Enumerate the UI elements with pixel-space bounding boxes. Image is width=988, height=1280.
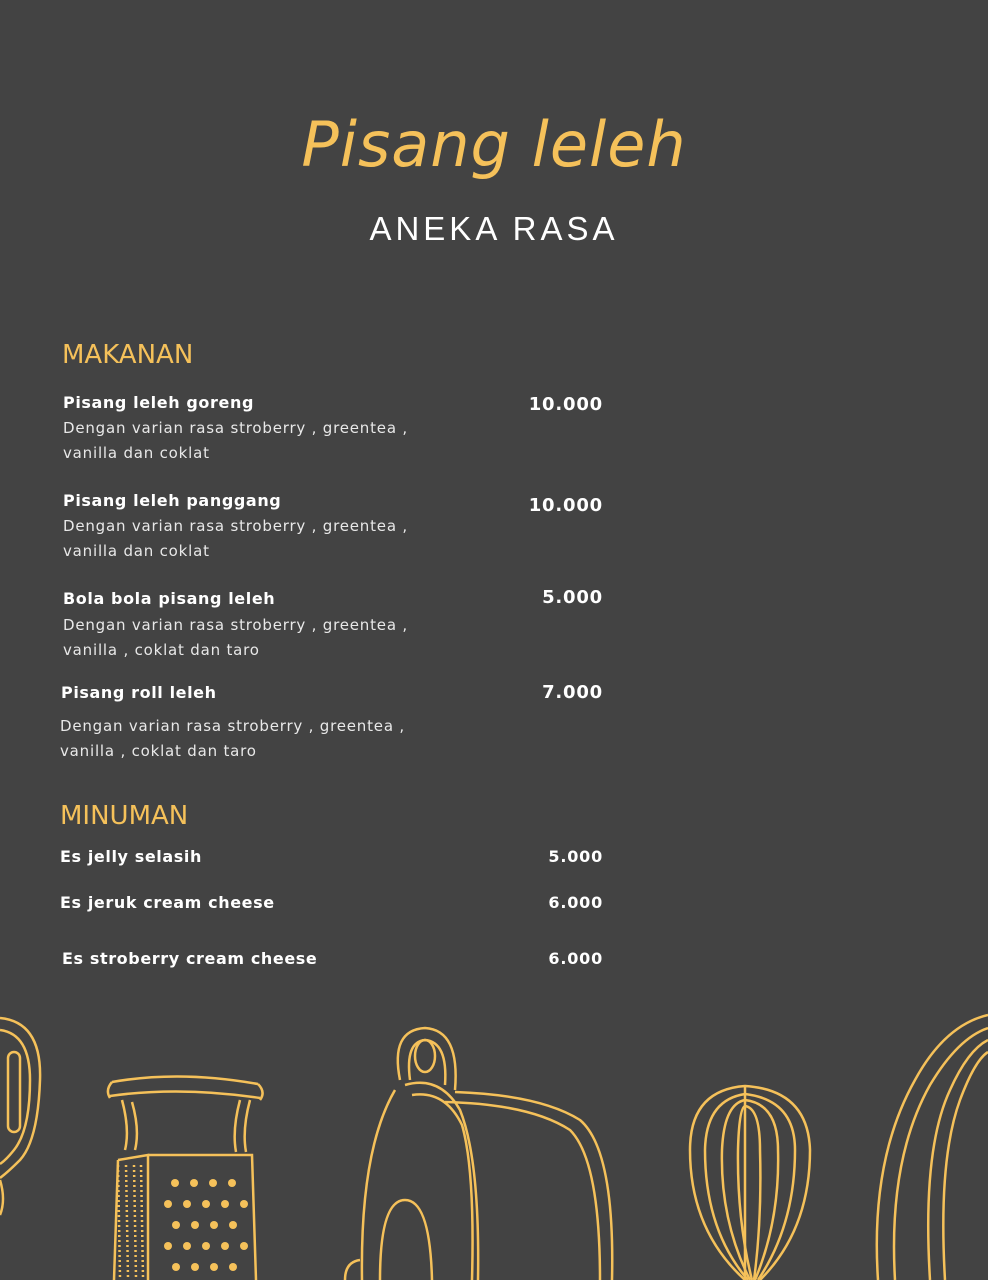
description-line: vanilla dan coklat xyxy=(63,542,210,560)
pot-icon xyxy=(345,1028,612,1280)
menu-item-name: Pisang roll leleh xyxy=(61,683,217,702)
grater-icon xyxy=(108,1076,263,1280)
description-line: vanilla dan coklat xyxy=(63,444,210,462)
menu-item-name: Pisang leleh panggang xyxy=(63,491,282,510)
page-subtitle: ANEKA RASA xyxy=(369,210,619,247)
menu-item-name: Es stroberry cream cheese xyxy=(62,949,318,968)
description-line: vanilla , coklat dan taro xyxy=(60,742,257,760)
menu-item-price: 7.000 xyxy=(542,682,603,703)
menu-item-name: Bola bola pisang leleh xyxy=(63,589,276,608)
section-heading-makanan: MAKANAN xyxy=(62,340,194,370)
description-line: Dengan varian rasa stroberry , greentea , xyxy=(60,717,405,735)
description-line: Dengan varian rasa stroberry , greentea , xyxy=(63,517,408,535)
bowl-icon xyxy=(877,1015,988,1280)
menu-item-price: 5.000 xyxy=(548,847,603,866)
kitchen-utensils-illustration xyxy=(0,1000,988,1280)
menu-item-name: Pisang leleh goreng xyxy=(63,393,255,412)
whisk-icon xyxy=(690,1086,810,1280)
description-line: Dengan varian rasa stroberry , greentea , xyxy=(63,419,408,437)
menu-item-description xyxy=(63,514,443,564)
menu-item-description xyxy=(63,416,443,466)
menu-item-name: Es jeruk cream cheese xyxy=(60,893,275,912)
menu-item-description xyxy=(60,714,440,764)
menu-item-price: 10.000 xyxy=(528,495,603,516)
description-line: vanilla , coklat dan taro xyxy=(63,641,260,659)
section-heading-minuman: MINUMAN xyxy=(60,801,189,831)
page-title: Pisang leleh xyxy=(301,108,687,181)
menu-item-description xyxy=(63,613,443,663)
menu-item-price: 6.000 xyxy=(548,893,603,912)
menu-item-price: 5.000 xyxy=(542,587,603,608)
menu-item-price: 6.000 xyxy=(548,949,603,968)
description-line: Dengan varian rasa stroberry , greentea , xyxy=(63,616,408,634)
spatula-icon xyxy=(0,1018,40,1215)
menu-item-price: 10.000 xyxy=(528,394,603,415)
menu-item-name: Es jelly selasih xyxy=(60,847,202,866)
